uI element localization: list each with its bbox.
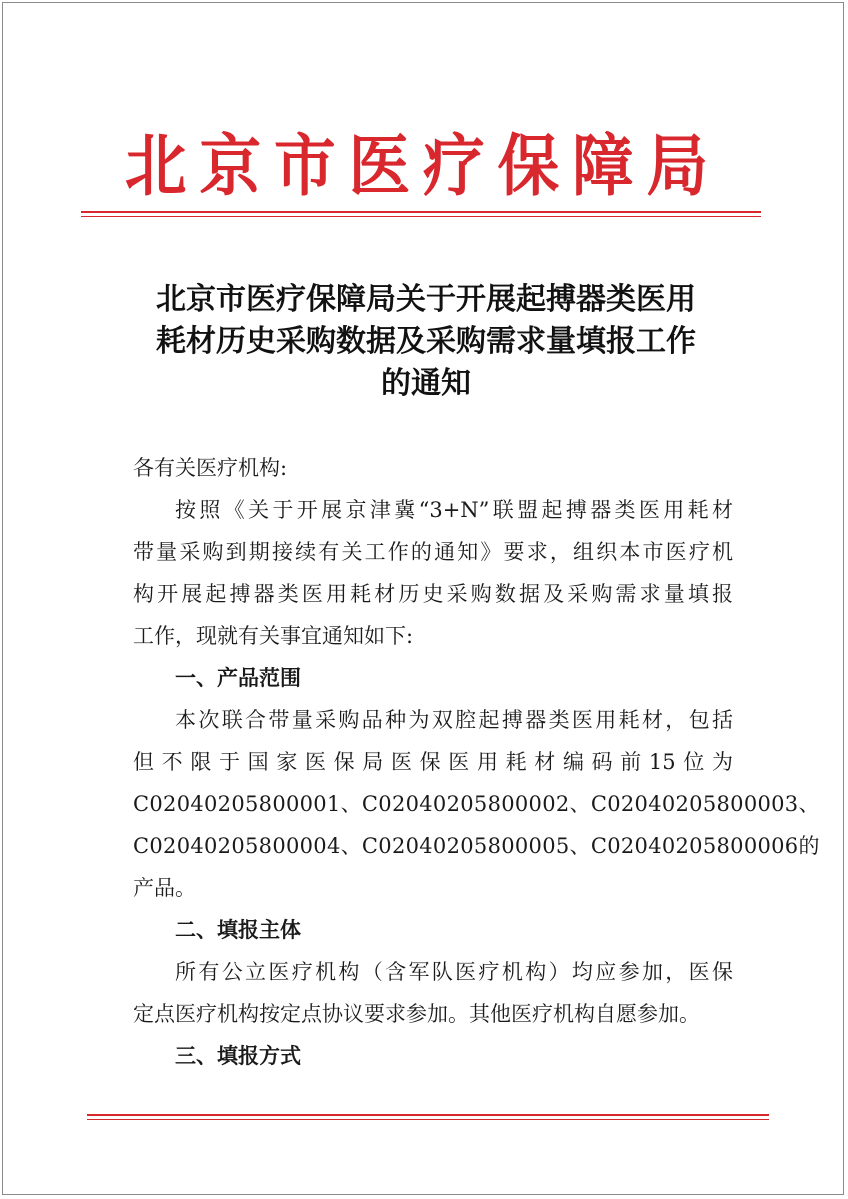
title-line: 耗材历史采购数据及采购需求量填报工作 xyxy=(156,324,696,359)
title-line: 北京市医疗保障局关于开展起搏器类医用 xyxy=(156,282,696,317)
salutation: 各有关医疗机构: xyxy=(133,456,288,480)
intro-line: 带量采购到期接续有关工作的通知》要求，组织本市医疗机 xyxy=(133,540,733,564)
section1-code-line: C02040205800001、C02040205800002、C02040205800003、 xyxy=(133,792,820,816)
document-title xyxy=(63,279,789,405)
intro-line: 构开展起搏器类医用耗材历史采购数据及采购需求量填报 xyxy=(133,582,733,606)
section1-code-line: C02040205800004、C02040205800005、C02040205800006的 xyxy=(133,834,820,858)
section2-line: 所有公立医疗机构（含军队医疗机构）均应参加，医保 xyxy=(175,960,733,984)
letterhead-title: 北京市医疗保障局 xyxy=(124,126,722,205)
letterhead-red-rule xyxy=(81,211,761,217)
footer-red-rule xyxy=(87,1114,769,1120)
section-heading-product-scope: 一、产品范围 xyxy=(175,666,301,690)
section-heading-reporting-method: 三、填报方式 xyxy=(175,1044,301,1068)
document-body xyxy=(133,447,820,1077)
intro-line: 工作，现就有关事宜通知如下: xyxy=(133,624,414,648)
section1-line: 本次联合带量采购品种为双腔起搏器类医用耗材，包括 xyxy=(175,708,733,732)
section1-line: 但不限于国家医保局医保医用耗材编码前15位为 xyxy=(133,750,733,774)
section2-line: 定点医疗机构按定点协议要求参加。其他医疗机构自愿参加。 xyxy=(133,1002,700,1026)
intro-line: 按照《关于开展京津冀“3+N”联盟起搏器类医用耗材 xyxy=(175,498,733,522)
document-page xyxy=(2,2,844,1195)
title-line: 的通知 xyxy=(381,366,471,401)
section-heading-reporting-entity: 二、填报主体 xyxy=(175,918,301,942)
section1-line: 产品。 xyxy=(133,876,196,900)
